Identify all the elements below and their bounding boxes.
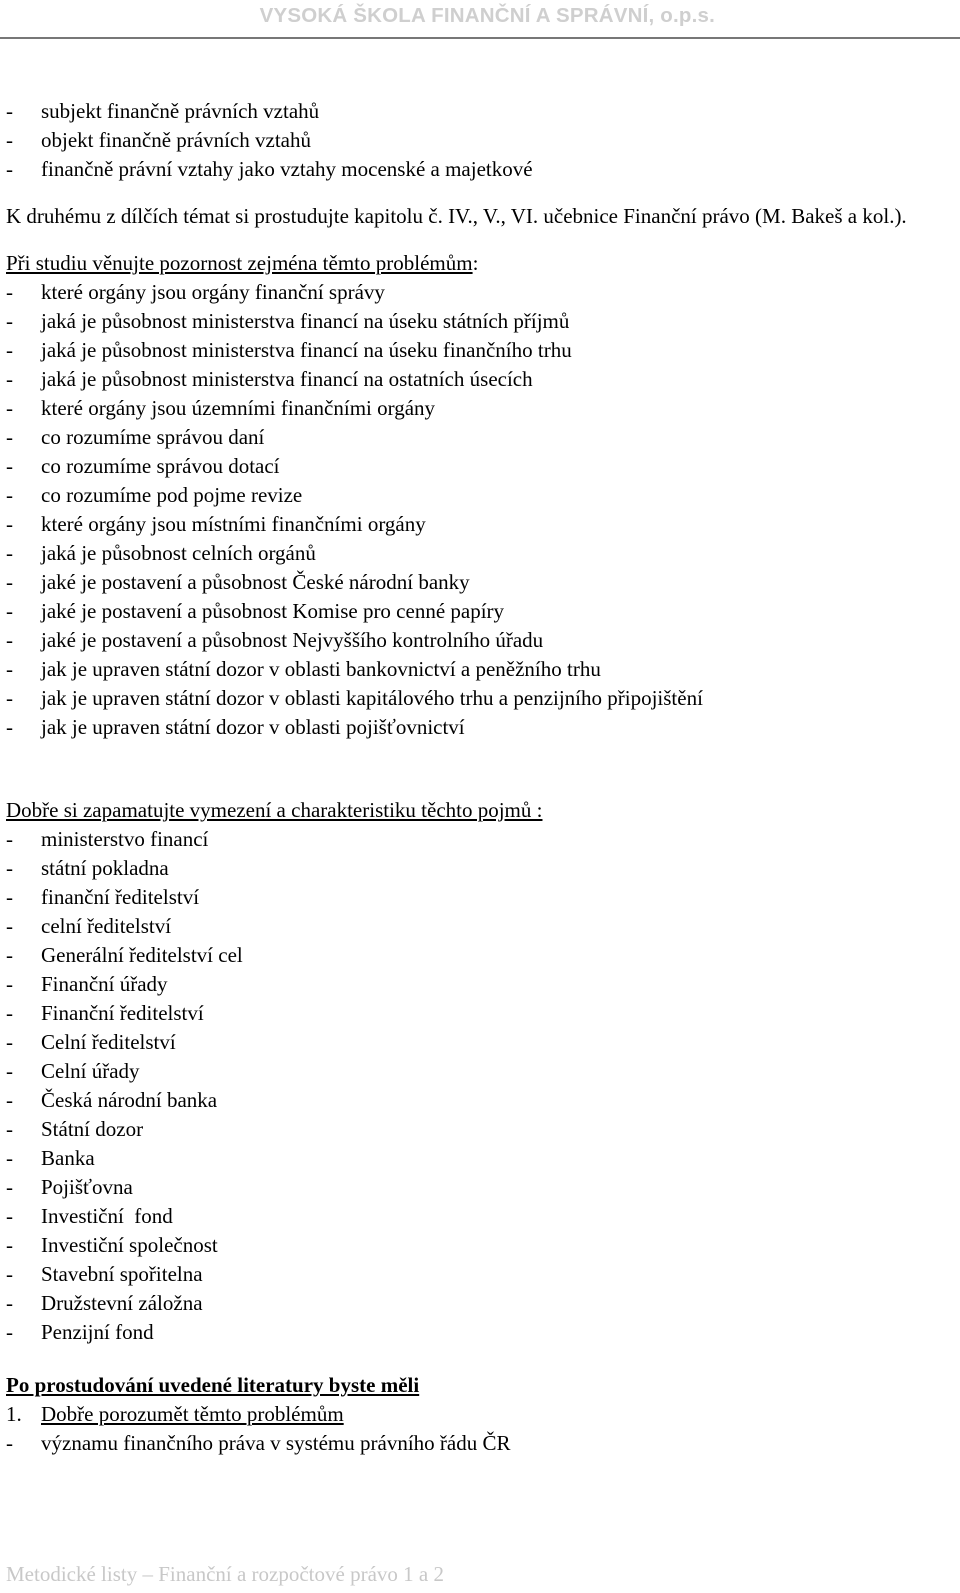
list-item: - jak je upraven státní dozor v oblasti bankovnictví a peněžního trhu bbox=[6, 657, 601, 681]
list-item: - Stavební spořitelna bbox=[6, 1262, 203, 1286]
list-item: - Finanční úřady bbox=[6, 972, 168, 996]
list-item: - ministerstvo financí bbox=[6, 827, 209, 851]
list-item: - jak je upraven státní dozor v oblasti pojišťovnictví bbox=[6, 715, 465, 739]
bullet-dash: - bbox=[6, 128, 13, 152]
list-item: - Banka bbox=[6, 1146, 95, 1170]
list-item: - které orgány jsou územními finančními orgány bbox=[6, 396, 436, 420]
list-item: - Česká národní banka bbox=[6, 1088, 218, 1112]
list-item: - státní pokladna bbox=[6, 856, 169, 880]
page-footer: Metodické listy – Finanční a rozpočtové právo 1 a 2 bbox=[6, 1562, 444, 1586]
bullet-dash: - bbox=[6, 99, 13, 123]
list-item: - subjekt finančně právních vztahů bbox=[6, 97, 951, 126]
numbered-item: 1. Dobře porozumět těmto problémům bbox=[6, 1402, 344, 1426]
list-item: - jaká je působnost celních orgánů bbox=[6, 541, 316, 565]
list-item: - Celní úřady bbox=[6, 1059, 140, 1083]
header-title: VYSOKÁ ŠKOLA FINANČNÍ A SPRÁVNÍ, o.p.s. bbox=[259, 4, 715, 27]
list-item: - významu finančního práva v systému právního řádu ČR bbox=[6, 1431, 511, 1455]
list-item: - jaká je působnost ministerstva financí na úseku státních příjmů bbox=[6, 309, 570, 333]
intro-paragraph: K druhému z dílčích témat si prostudujte kapitolu č. IV., V., VI. učebnice Finanční právo (M. Bakeš a kol.). bbox=[6, 204, 907, 228]
list-item: - finanční ředitelství bbox=[6, 885, 200, 909]
list-item: - Státní dozor bbox=[6, 1117, 144, 1141]
list-item: - Pojišťovna bbox=[6, 1175, 133, 1199]
list-item: - jaká je působnost ministerstva financí na ostatních úsecích bbox=[6, 367, 533, 391]
list-item: - jaké je postavení a působnost České národní banky bbox=[6, 570, 470, 594]
section-heading-terms: Dobře si zapamatujte vymezení a charakteristiku těchto pojmů : bbox=[6, 798, 543, 822]
list-item: - co rozumíme správou daní bbox=[6, 425, 265, 449]
list-item: - jaká je působnost ministerstva financí na úseku finančního trhu bbox=[6, 338, 572, 362]
list-item: - finančně právní vztahy jako vztahy mocenské a majetkové bbox=[6, 155, 951, 184]
document-body bbox=[6, 97, 951, 1458]
list-item: - které orgány jsou orgány finanční správy bbox=[6, 280, 385, 304]
list-item: - celní ředitelství bbox=[6, 914, 172, 938]
list-item: - Investiční společnost bbox=[6, 1233, 218, 1257]
section-heading-problems: Při studiu věnujte pozornost zejména těmto problémům: bbox=[6, 251, 479, 275]
list-item: - Celní ředitelství bbox=[6, 1030, 176, 1054]
list-item: - jaké je postavení a působnost Komise pro cenné papíry bbox=[6, 599, 505, 623]
bullet-dash: - bbox=[6, 157, 13, 181]
list-finance-relations bbox=[6, 97, 951, 184]
list-item: - Finanční ředitelství bbox=[6, 1001, 204, 1025]
header-rule bbox=[0, 37, 960, 39]
list-item: - co rozumíme správou dotací bbox=[6, 454, 280, 478]
list-item: - Investiční fond bbox=[6, 1204, 173, 1228]
list-item: - jaké je postavení a působnost Nejvyššího kontrolního úřadu bbox=[6, 628, 544, 652]
list-item: - Penzijní fond bbox=[6, 1320, 154, 1344]
list-problems bbox=[6, 278, 951, 742]
list-item: - Družstevní záložna bbox=[6, 1291, 203, 1315]
list-item: - které orgány jsou místními finančními orgány bbox=[6, 512, 426, 536]
section-heading-outcomes: Po prostudování uvedené literatury byste měli bbox=[6, 1373, 420, 1397]
list-item: - jak je upraven státní dozor v oblasti kapitálového trhu a penzijního připojištění bbox=[6, 686, 703, 710]
list-item: - objekt finančně právních vztahů bbox=[6, 126, 951, 155]
list-item: - co rozumíme pod pojme revize bbox=[6, 483, 303, 507]
list-item: - Generální ředitelství cel bbox=[6, 943, 243, 967]
list-terms bbox=[6, 825, 951, 1347]
